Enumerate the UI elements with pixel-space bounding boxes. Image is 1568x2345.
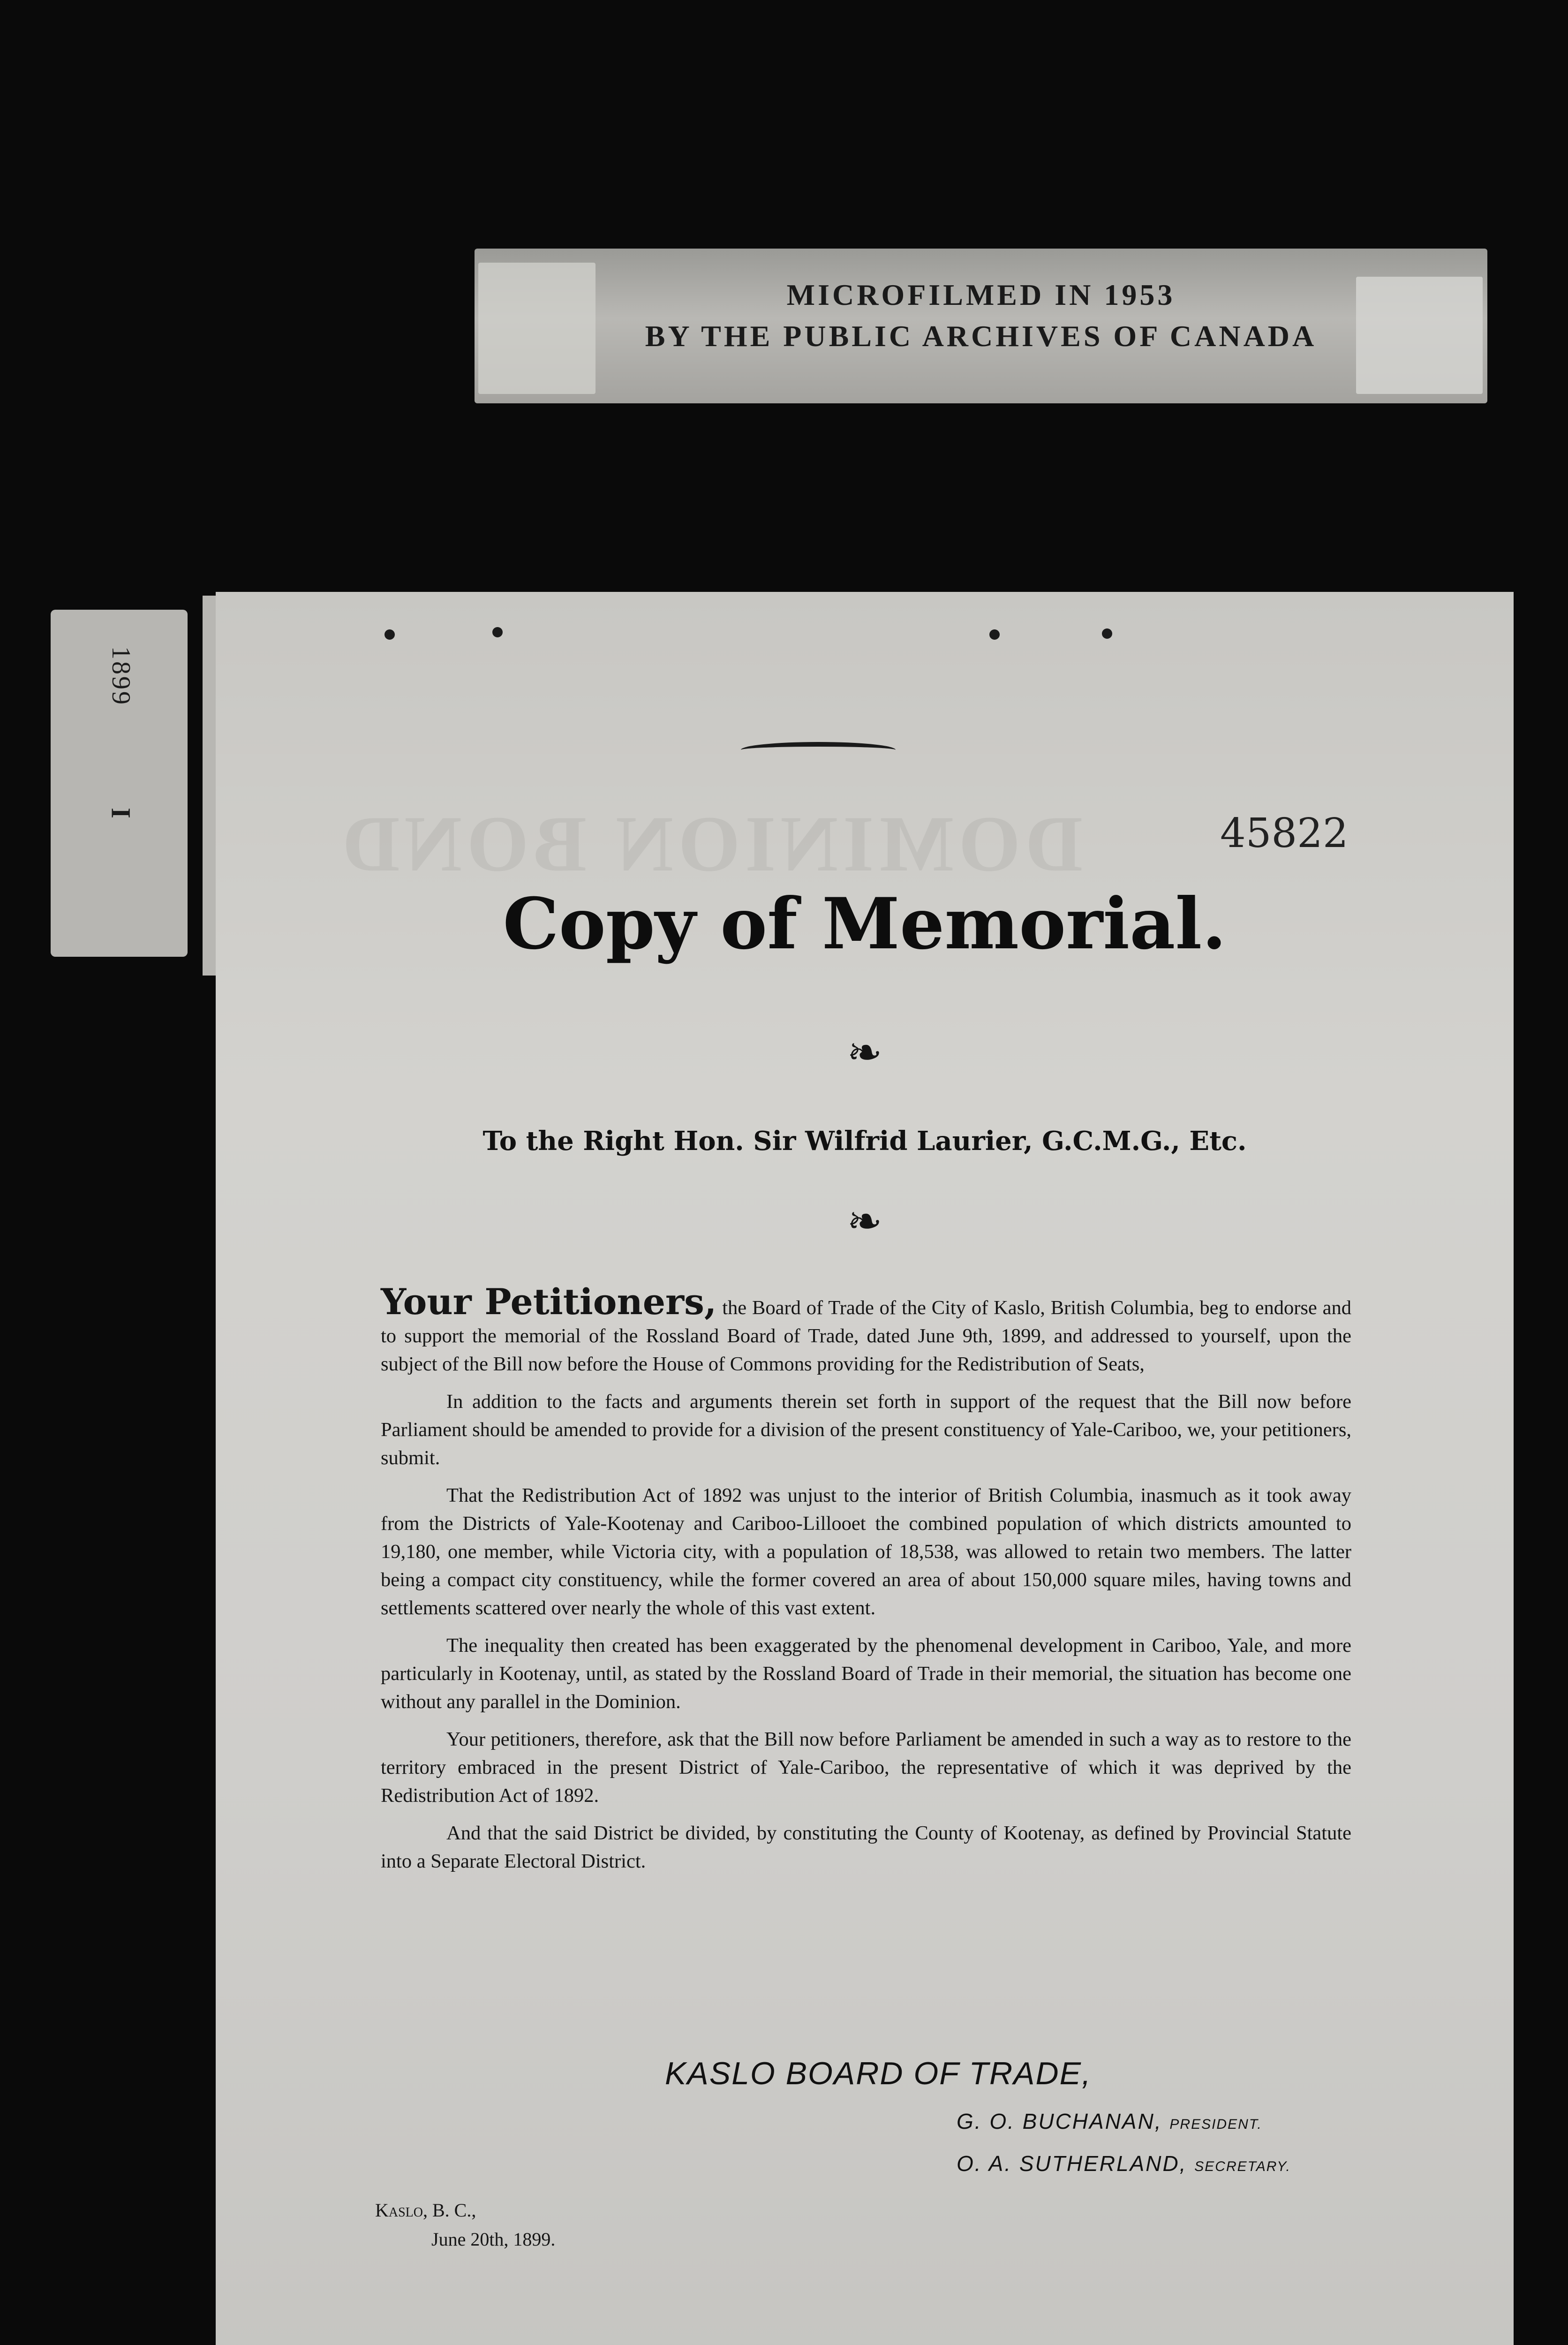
document-number: 45822: [1220, 810, 1349, 857]
paragraph-5: Your petitioners, therefore, ask that the Bill now before Parliament be amended in such a way as to restore to the territory embraced in the present District of Yale-Cariboo, the representative of which it was deprived by the Redistribution Act of 1892.: [381, 1728, 1351, 1807]
memorial-sheet: [216, 592, 1514, 2345]
president-signature: [957, 2109, 1262, 2134]
secretary-name: O. A. SUTHERLAND,: [957, 2151, 1195, 2176]
addressee-line: To the Right Hon. Sir Wilfrid Laurier, G.C.M.G., Etc.: [482, 1126, 1247, 1157]
paragraph-6: And that the said District be divided, by constituting the County of Kootenay, as defined by Provincial Statute into a Separate Electoral District.: [381, 1822, 1351, 1872]
secretary-signature: [957, 2151, 1291, 2176]
president-title: PRESIDENT.: [1169, 2117, 1262, 2132]
president-name: G. O. BUCHANAN,: [957, 2109, 1170, 2133]
punch-hole: [384, 629, 395, 640]
document-title: Copy of Memorial.: [503, 883, 1227, 965]
bleed-through-watermark: DOMINION BOND: [338, 800, 1083, 888]
place-and-date: [375, 2196, 555, 2254]
paragraph-1: [381, 1281, 1351, 1378]
punch-hole: [1102, 628, 1112, 639]
date: June 20th, 1899.: [431, 2229, 556, 2250]
microfilm-banner: [475, 249, 1487, 403]
archive-year: 1899: [106, 646, 136, 706]
paragraph-1-text: the Board of Trade of the City of Kaslo, British Columbia, beg to endorse and to support the memorial of the Rossland Board of Trade, dated June 9th, 1899, and addressed to yourself, upon the subject of the Bill now before the House of Commons providing for the Redistribution of Seats,: [381, 1297, 1351, 1375]
archive-mark: I: [106, 808, 136, 818]
secretary-title: SECRETARY.: [1194, 2159, 1291, 2174]
banner-line-2: BY THE PUBLIC ARCHIVES OF CANADA: [645, 319, 1317, 353]
punch-hole: [989, 629, 1000, 640]
place: Kaslo, B. C.,: [375, 2200, 476, 2221]
fleuron-ornament: ❧: [847, 1030, 882, 1076]
side-archive-tab: [51, 610, 188, 957]
punch-hole: [492, 627, 503, 637]
fleuron-ornament: ❧: [847, 1199, 882, 1245]
lead-words: Your Petitioners,: [381, 1281, 717, 1323]
paragraph-3: That the Redistribution Act of 1892 was unjust to the interior of British Columbia, inasmuch as it took away from the Districts of Yale-Kootenay and Cariboo-Lillooet the combined population of which districts amounted to 19,180, one member, while Victoria city, with a population of 18,538, was allowed to retain two members. The latter being a compact city constituency, while the former covered an area of about 150,000 square miles, having towns and settlements scattered over nearly the whole of this vast extent.: [381, 1484, 1351, 1619]
paragraph-4: The inequality then created has been exaggerated by the phenomenal development in Cariboo, Yale, and more particularly in Kootenay, until, as stated by the Rossland Board of Trade in their memorial, the situation has become one without any parallel in the Dominion.: [381, 1634, 1351, 1713]
pen-stroke: [741, 742, 896, 758]
memorial-body: [381, 1281, 1351, 1885]
banner-line-1: MICROFILMED IN 1953: [786, 278, 1176, 311]
paragraph-2: In addition to the facts and arguments therein set forth in support of the request that the Bill now before Parliament should be amended to provide for a division of the present constituency of Yale-Cariboo, we, your petitioners, submit.: [381, 1391, 1351, 1469]
board-name: KASLO BOARD OF TRADE,: [665, 2056, 1092, 2091]
